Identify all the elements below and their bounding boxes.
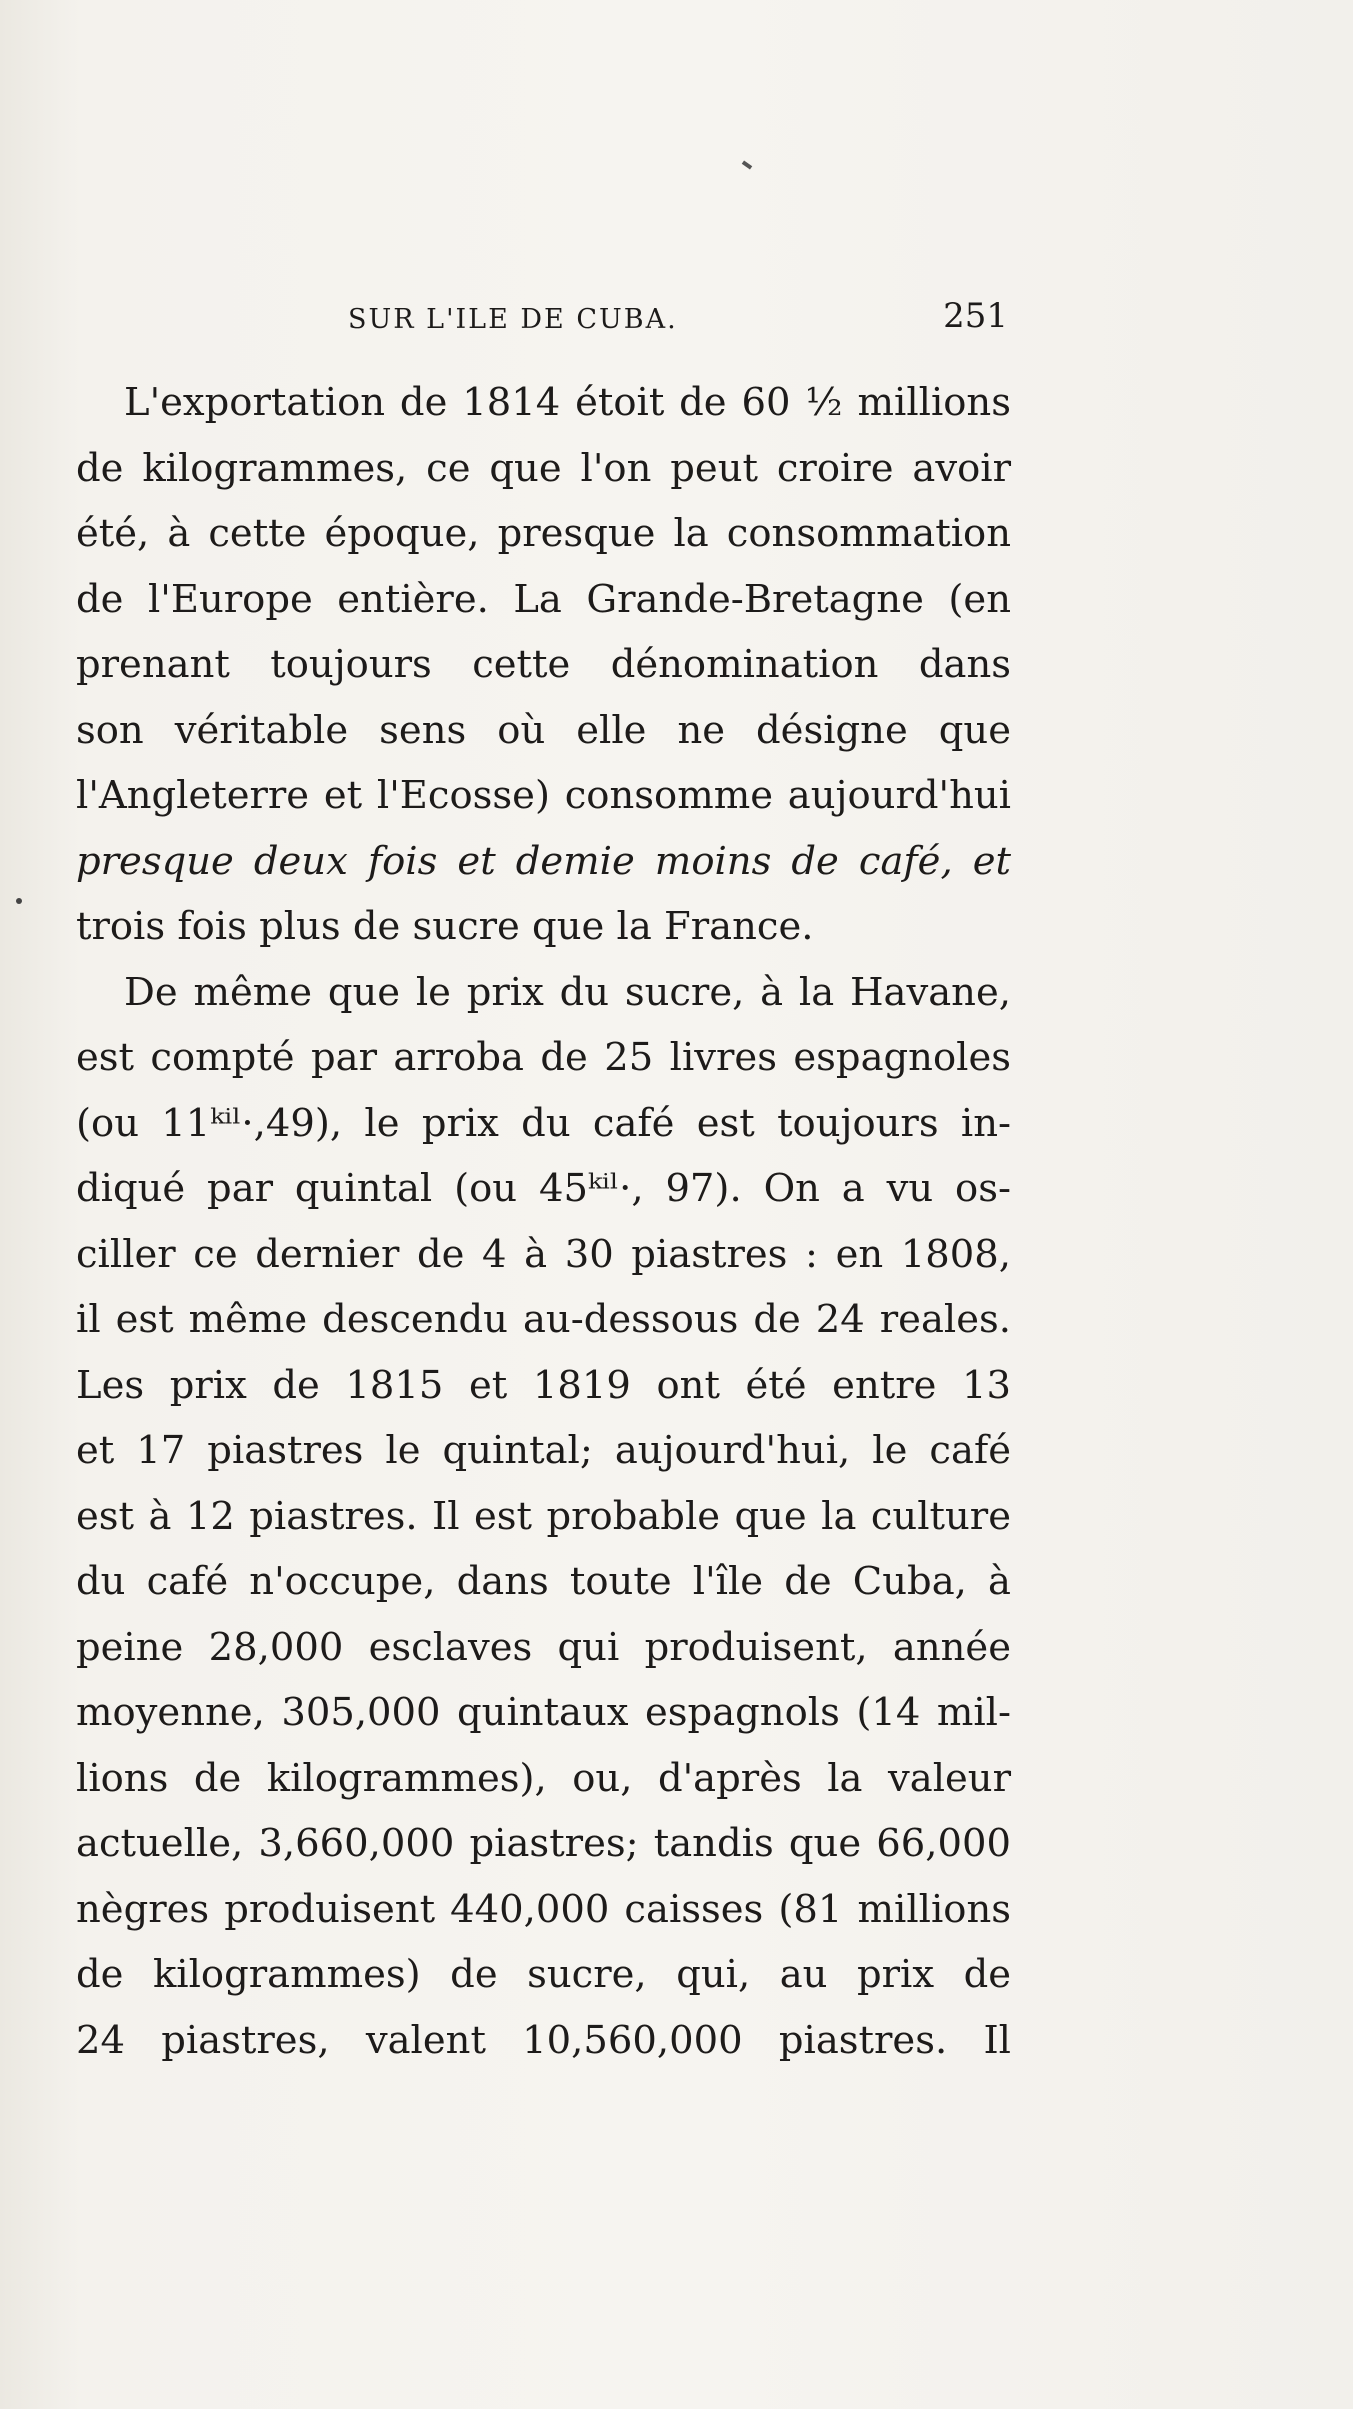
- text-line: et 17 piastres le quintal; aujourd'hui, le café: [76, 1428, 1011, 1473]
- text-line-italic: presque deux fois et demie moins de café, et: [76, 838, 1011, 884]
- ink-mark: [742, 160, 752, 169]
- text-line: prenant toujours cette dénomination dans: [76, 642, 1011, 687]
- text-line: lions de kilogrammes), ou, d'après la valeur: [76, 1755, 1011, 1801]
- text-line: (ou 11ᵏⁱˡ·,49), le prix du café est toujours in-: [76, 1100, 1011, 1146]
- text-line: est compté par arroba de 25 livres espagnoles: [76, 1035, 1011, 1080]
- text-line: Les prix de 1815 et 1819 ont été entre 13: [76, 1362, 1011, 1408]
- text-line: trois fois plus de sucre que la France.: [76, 904, 814, 949]
- text-line: est à 12 piastres. Il est probable que la culture: [76, 1493, 1011, 1539]
- page-header: [348, 296, 1008, 346]
- text-line: son véritable sens où elle ne désigne que: [76, 707, 1011, 753]
- text-line: peine 28,000 esclaves qui produisent, année: [76, 1624, 1011, 1670]
- text-line: du café n'occupe, dans toute l'île de Cuba, à: [76, 1559, 1011, 1604]
- text-line: nègres produisent 440,000 caisses (81 millions: [76, 1886, 1011, 1932]
- text-line: de l'Europe entière. La Grande-Bretagne (en: [76, 576, 1011, 622]
- text-line: de kilogrammes) de sucre, qui, au prix de: [76, 1952, 1011, 1997]
- text-line: De même que le prix du sucre, à la Havane,: [124, 969, 1011, 1015]
- text-line: 24 piastres, valent 10,560,000 piastres. Il: [76, 2017, 1011, 2063]
- text-line: de kilogrammes, ce que l'on peut croire avoir: [76, 445, 1011, 491]
- text-line: l'Angleterre et l'Ecosse) consomme aujourd'hui: [76, 773, 1011, 818]
- text-line: moyenne, 305,000 quintaux espagnols (14 mil-: [76, 1690, 1011, 1735]
- text-line: ciller ce dernier de 4 à 30 piastres : en 1808,: [76, 1231, 1011, 1277]
- running-title: SUR L'ILE DE CUBA.: [348, 304, 678, 335]
- text-line: diqué par quintal (ou 45ᵏⁱˡ·, 97). On a vu os-: [76, 1166, 1011, 1211]
- text-line: L'exportation de 1814 étoit de 60 ½ millions: [124, 380, 1011, 425]
- text-line: actuelle, 3,660,000 piastres; tandis que 66,000: [76, 1821, 1011, 1866]
- margin-mark: [16, 898, 22, 904]
- body-text: [76, 370, 1011, 2073]
- text-line: il est même descendu au-dessous de 24 reales.: [76, 1297, 1011, 1342]
- page-number: 251: [943, 296, 1008, 336]
- text-line: été, à cette époque, presque la consommation: [76, 511, 1011, 556]
